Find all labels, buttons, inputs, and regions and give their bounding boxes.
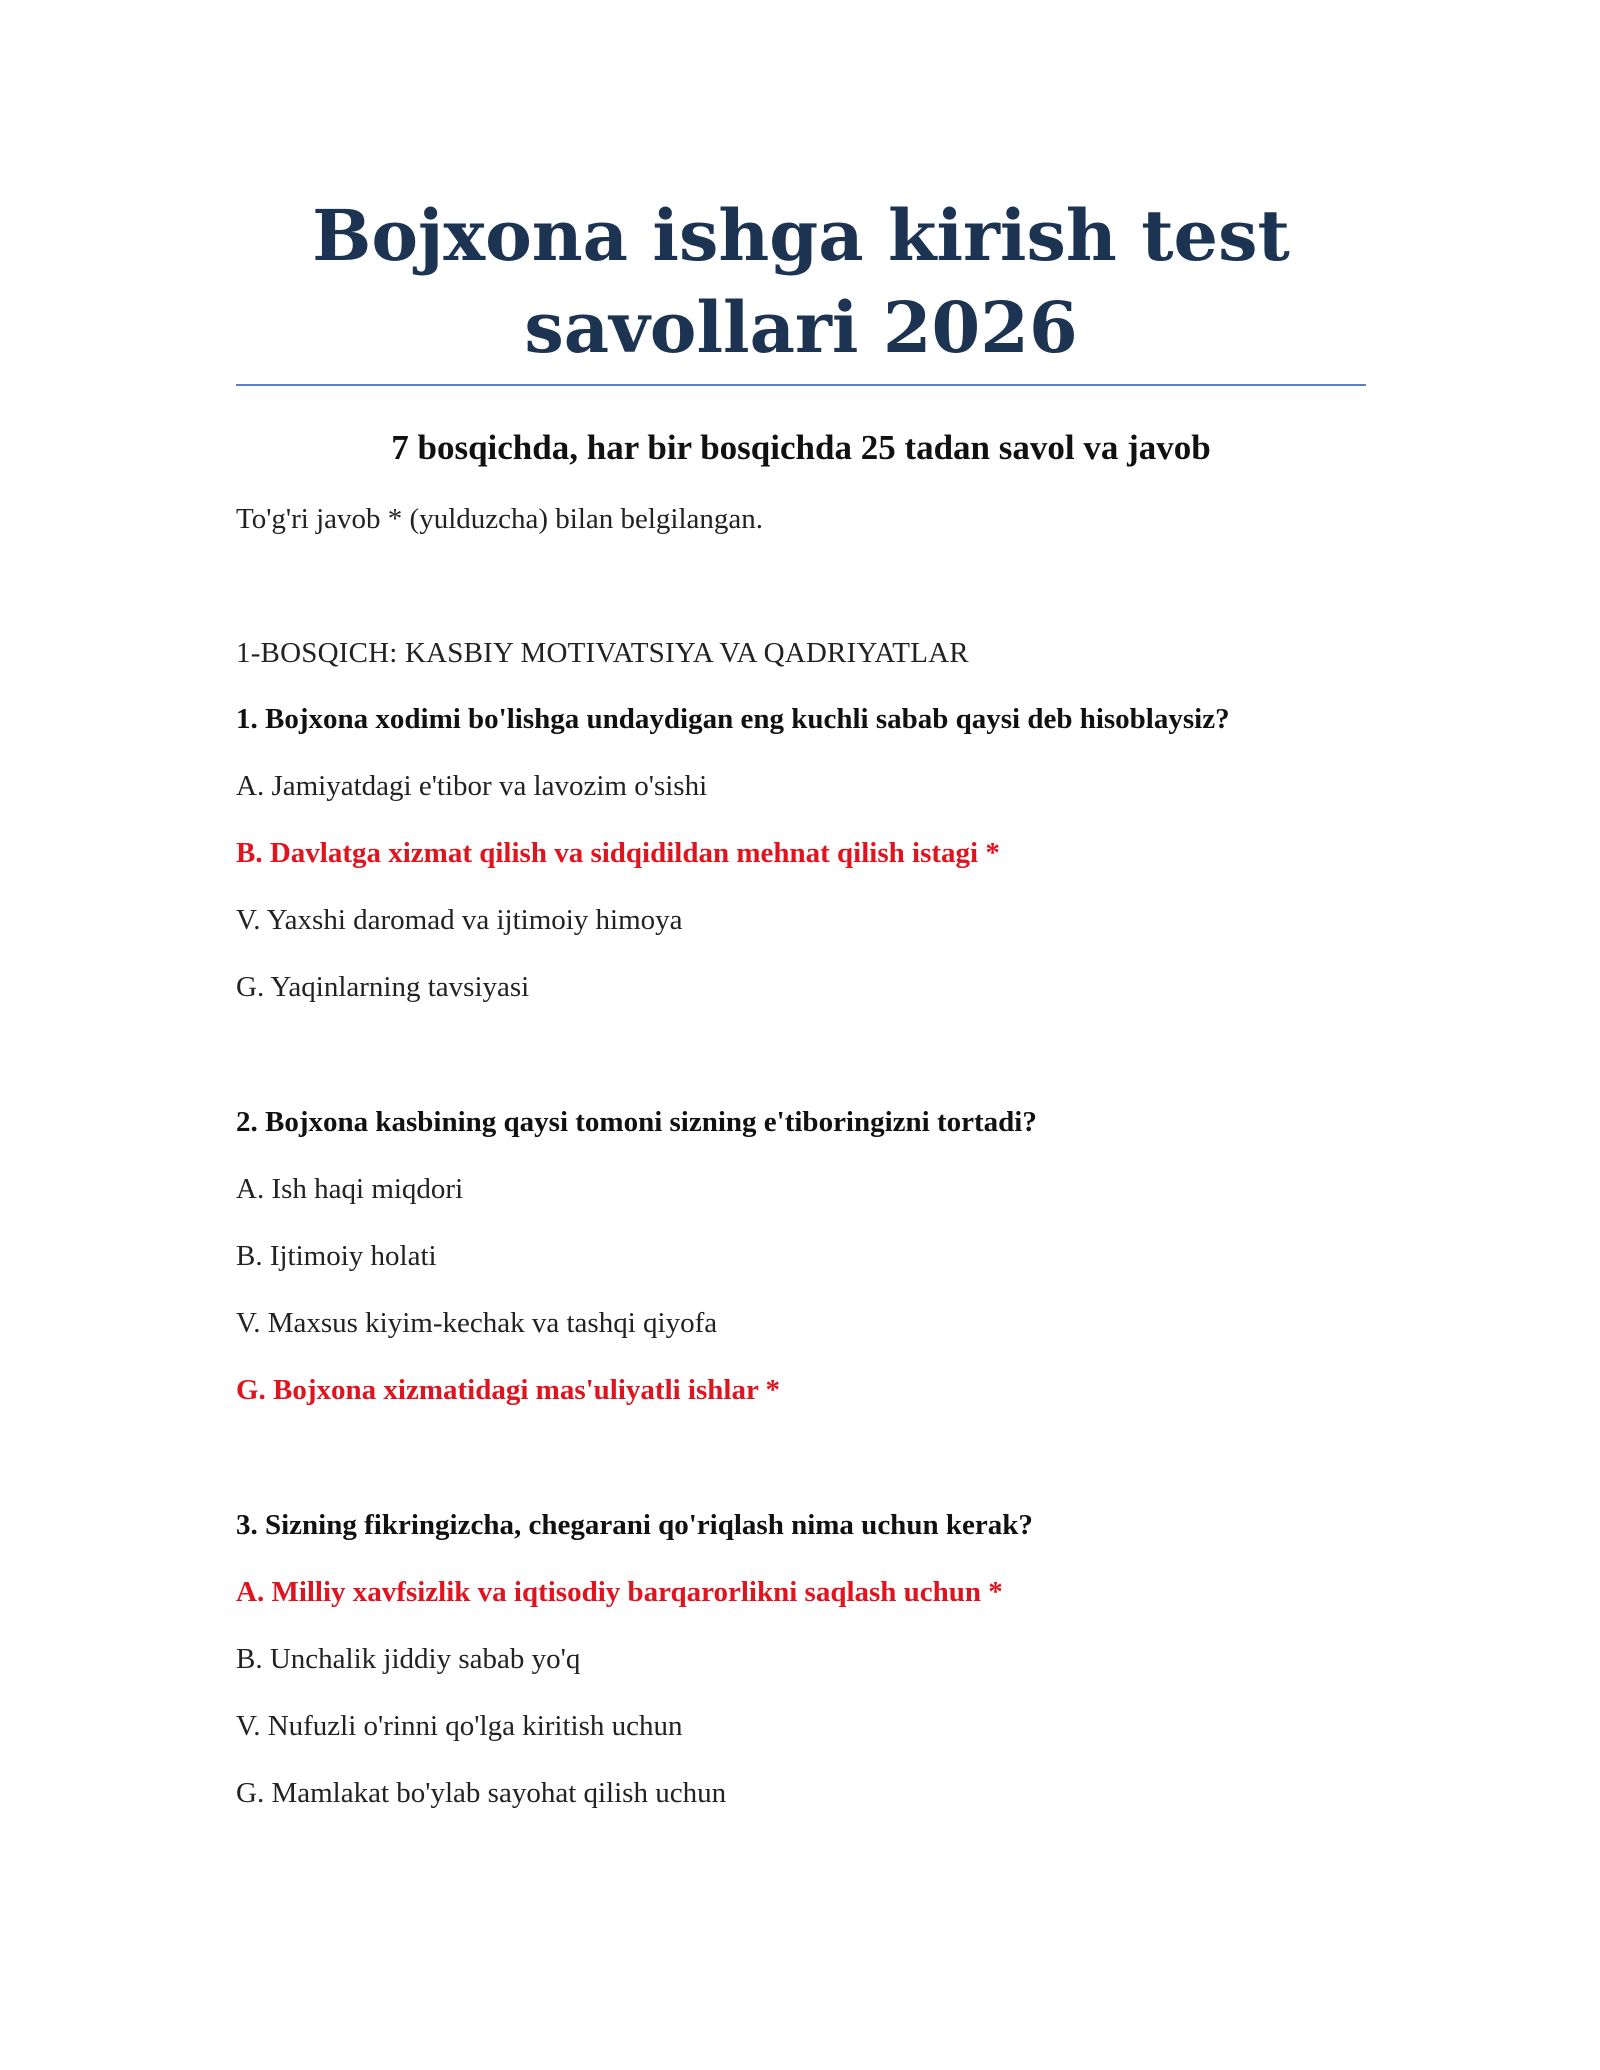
answer-option: V. Yaxshi daromad va ijtimoiy himoya xyxy=(236,904,683,936)
answer-option-correct: B. Davlatga xizmat qilish va sidqidildan mehnat qilish istagi * xyxy=(236,837,1000,869)
title-line-2: savollari 2026 xyxy=(524,286,1078,369)
answer-option: B. Unchalik jiddiy sabab yo'q xyxy=(236,1643,581,1675)
answer-option: G. Yaqinlarning tavsiyasi xyxy=(236,971,530,1003)
answer-option: V. Maxsus kiyim-kechak va tashqi qiyofa xyxy=(236,1307,718,1339)
answer-option: A. Jamiyatdagi e'tibor va lavozim o'sishi xyxy=(236,770,708,802)
answer-option-correct: G. Bojxona xizmatidagi mas'uliyatli ishlar * xyxy=(236,1374,781,1406)
question-text: 1. Bojxona xodimi bo'lishga undaydigan eng kuchli sabab qaysi deb hisoblaysiz? xyxy=(236,703,1230,735)
document-title xyxy=(236,190,1366,374)
section-heading: 1-BOSQICH: KASBIY MOTIVATSIYA VA QADRIYATLAR xyxy=(236,637,969,669)
answer-option: G. Mamlakat bo'ylab sayohat qilish uchun xyxy=(236,1777,727,1809)
answer-key-note: To'g'ri javob * (yulduzcha) bilan belgilangan. xyxy=(236,503,764,535)
question-text: 3. Sizning fikringizcha, chegarani qo'riqlash nima uchun kerak? xyxy=(236,1509,1033,1541)
question-text: 2. Bojxona kasbining qaysi tomoni sizning e'tiboringizni tortadi? xyxy=(236,1106,1037,1138)
answer-option-correct: A. Milliy xavfsizlik va iqtisodiy barqarorlikni saqlash uchun * xyxy=(236,1576,1003,1608)
title-divider xyxy=(236,384,1366,386)
answer-option: B. Ijtimoiy holati xyxy=(236,1240,437,1272)
answer-option: V. Nufuzli o'rinni qo'lga kiritish uchun xyxy=(236,1710,683,1742)
document-subtitle: 7 bosqichda, har bir bosqichda 25 tadan savol va javob xyxy=(391,428,1211,467)
title-line-1: Bojxona ishga kirish test xyxy=(312,194,1290,277)
answer-option: A. Ish haqi miqdori xyxy=(236,1173,464,1205)
